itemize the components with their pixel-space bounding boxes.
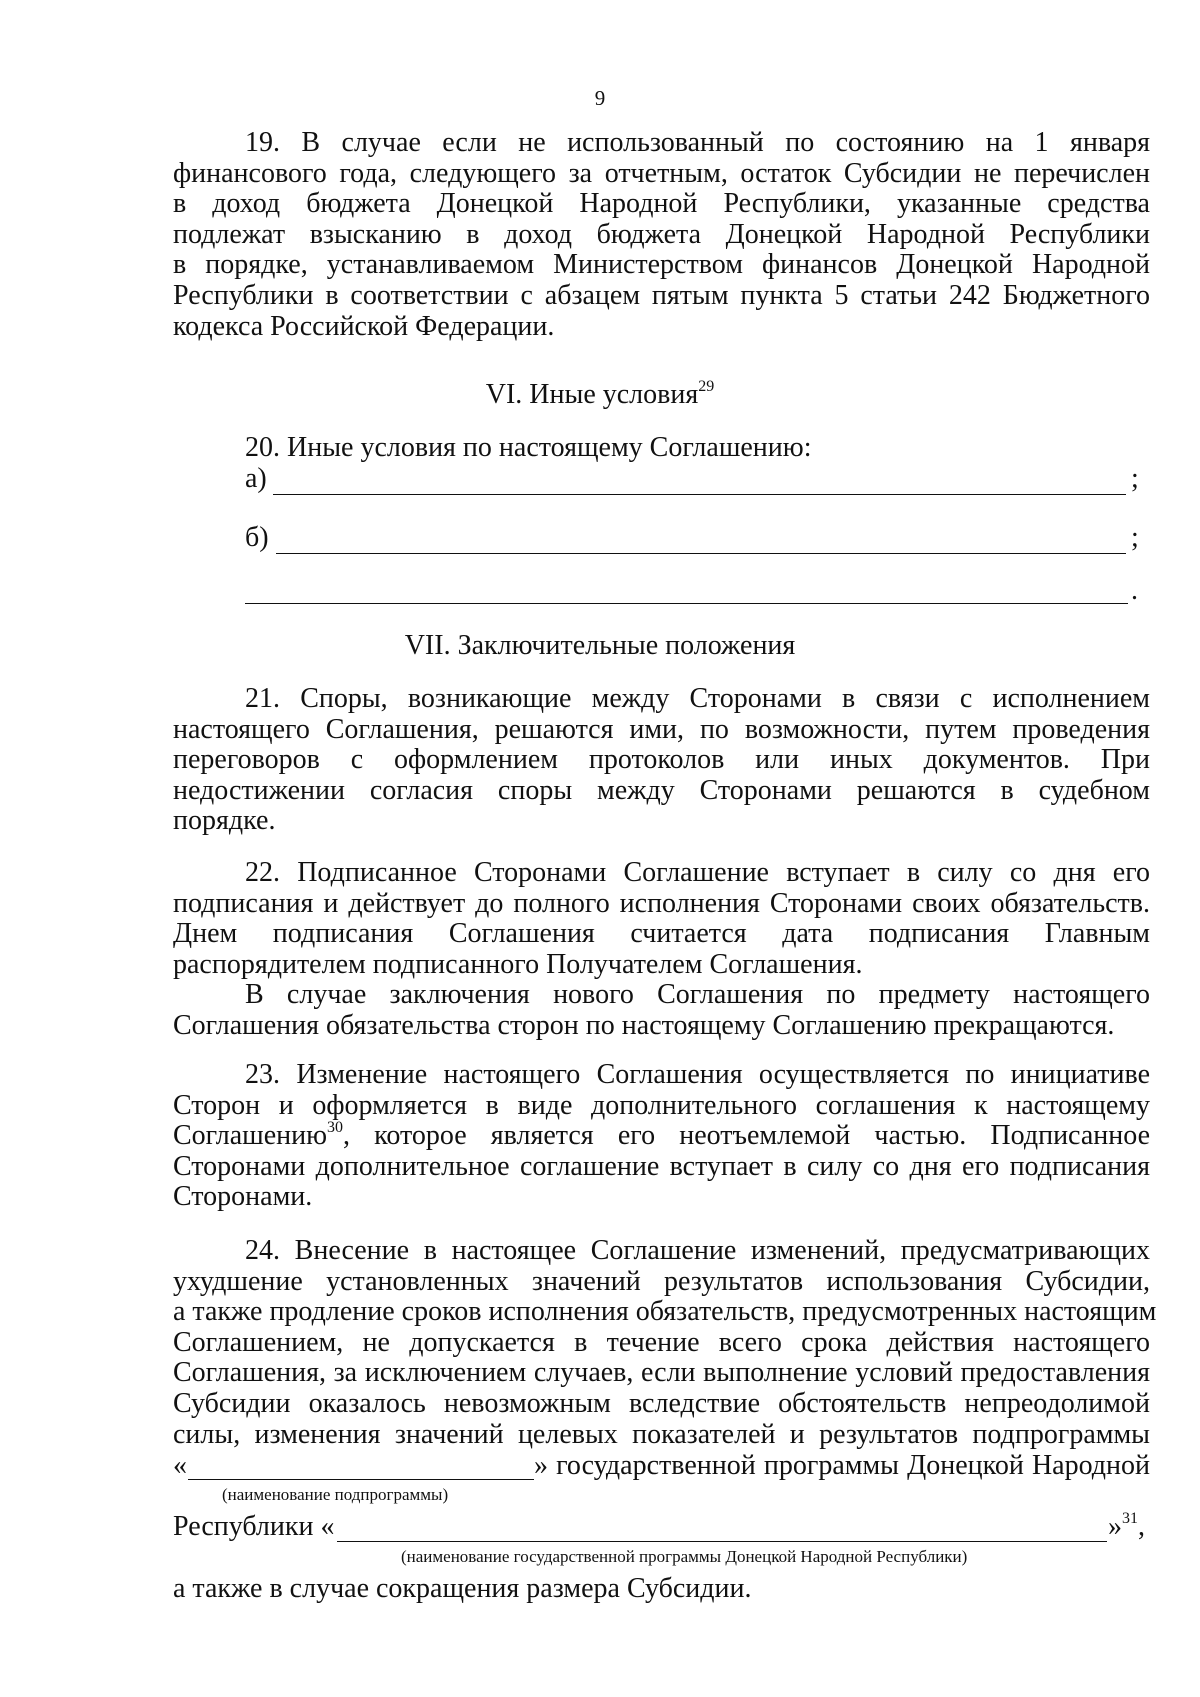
paragraph-24-line: силы, изменения значений целевых показателей и результатов подпрограммы bbox=[173, 1418, 1150, 1450]
paragraph-23-line bbox=[173, 1121, 1150, 1152]
paragraph-19 bbox=[173, 128, 1150, 342]
item-b-label: б) bbox=[245, 522, 269, 553]
paragraph-24 bbox=[173, 1235, 1157, 1450]
item-b-semicolon: ; bbox=[1131, 522, 1139, 553]
program-caption: (наименование государственной программы Донецкой Народной Республики) bbox=[401, 1547, 968, 1566]
paragraph-21-line: переговоров с оформлением протоколов или иных документов. При bbox=[173, 744, 1150, 776]
paragraph-21-line: 21. Споры, возникающие между Сторонами в связи с исполнением bbox=[245, 683, 1150, 714]
item-c-period: . bbox=[1131, 575, 1138, 606]
paragraph-22-line: 22. Подписанное Сторонами Соглашение вступает в силу со дня его bbox=[245, 857, 1150, 888]
paragraph-22 bbox=[173, 858, 1150, 1042]
paragraph-19-line: подлежат взысканию в доход бюджета Донецкой Народной Республики bbox=[173, 218, 1150, 250]
paragraph-21-line: настоящего Соглашения, решаются ими, по возможности, путем проведения bbox=[173, 713, 1150, 745]
republic-close-quote bbox=[1108, 1511, 1145, 1543]
paragraph-22-line: Соглашения обязательства сторон по настоящему Соглашению прекращаются. bbox=[173, 1009, 1115, 1041]
subprogram-open-quote: « bbox=[173, 1450, 187, 1481]
paragraph-24-final-line: а также в случае сокращения размера Субсидии. bbox=[173, 1573, 752, 1604]
item-c-blank-line bbox=[245, 603, 1128, 604]
paragraph-22-line: Днем подписания Соглашения считается дата подписания Главным bbox=[173, 918, 1150, 950]
subprogram-blank-line bbox=[188, 1479, 534, 1480]
republic-close: » bbox=[1108, 1511, 1122, 1542]
paragraph-23-line: 23. Изменение настоящего Соглашения осуществляется по инициативе bbox=[245, 1059, 1150, 1090]
paragraph-19-line: финансового года, следующего за отчетным, остаток Субсидии не перечислен bbox=[173, 157, 1150, 189]
subprogram-caption: (наименование подпрограммы) bbox=[222, 1485, 449, 1504]
paragraph-20-intro bbox=[173, 433, 1150, 464]
paragraph-23-line: Сторонами. bbox=[173, 1181, 313, 1213]
paragraph-19-line: Республики в соответствии с абзацем пятым пункта 5 статьи 242 Бюджетного bbox=[173, 279, 1150, 311]
section-7-heading: VII. Заключительные положения bbox=[404, 630, 796, 661]
paragraph-23 bbox=[173, 1060, 1150, 1213]
paragraph-21-line: порядке. bbox=[173, 805, 276, 837]
republic-end: , bbox=[1138, 1511, 1145, 1542]
item-a-label: а) bbox=[245, 463, 267, 494]
paragraph-24-line: Соглашением, не допускается в течение всего срока действия настоящего bbox=[173, 1326, 1150, 1358]
item-a-semicolon: ; bbox=[1131, 463, 1139, 494]
paragraph-22-line: распорядителем подписанного Получателем Соглашения. bbox=[173, 948, 863, 980]
section-6-title: VI. Иные условия bbox=[485, 379, 699, 410]
paragraph-21 bbox=[173, 684, 1150, 837]
paragraph-24-line: ухудшение установленных значений результатов использования Субсидии, bbox=[173, 1265, 1150, 1297]
paragraph-19-line: 19. В случае если не использованный по состоянию на 1 января bbox=[245, 127, 1150, 158]
paragraph-19-line: в порядке, устанавливаемом Министерством финансов Донецкой Народной bbox=[173, 249, 1150, 281]
program-blank-line bbox=[337, 1541, 1107, 1542]
paragraph-24-line: Соглашения, за исключением случаев, если выполнение условий предоставления bbox=[173, 1357, 1150, 1389]
page-number: 9 bbox=[594, 86, 606, 110]
paragraph-19-line: кодекса Российской Федерации. bbox=[173, 310, 555, 342]
paragraph-23-line: Сторон и оформляется в виде дополнительного соглашения к настоящему bbox=[173, 1089, 1150, 1121]
footnote-29: 29 bbox=[698, 378, 715, 395]
paragraph-22-line: В случае заключения нового Соглашения по предмету настоящего bbox=[245, 979, 1150, 1011]
paragraph-23-text: Соглашению bbox=[173, 1120, 328, 1152]
section-6-heading bbox=[0, 379, 1200, 411]
paragraph-21-line: недостижении согласия споры между Сторонами решаются в судебном bbox=[173, 774, 1150, 806]
item-a-blank-line bbox=[273, 494, 1126, 495]
paragraph-22-line: подписания и действует до полного исполнения Сторонами своих обязательств. bbox=[173, 887, 1150, 919]
paragraph-23-text: , которое является его неотъемлемой частью. Подписанное bbox=[343, 1120, 1150, 1152]
footnote-31: 31 bbox=[1122, 1510, 1138, 1527]
paragraph-24-line: а также продление сроков исполнения обязательств, предусмотренных настоящим bbox=[173, 1296, 1157, 1328]
footnote-30: 30 bbox=[327, 1119, 344, 1137]
paragraph-19-line: в доход бюджета Донецкой Народной Республики, указанные средства bbox=[173, 188, 1150, 220]
item-b-blank-line bbox=[276, 553, 1126, 554]
subprogram-tail: » государственной программы Донецкой Народной bbox=[534, 1450, 1150, 1481]
paragraph-20-intro-text: 20. Иные условия по настоящему Соглашению: bbox=[245, 432, 812, 463]
paragraph-23-line: Сторонами дополнительное соглашение вступает в силу со дня его подписания bbox=[173, 1150, 1150, 1182]
paragraph-24-line: Субсидии оказалось невозможным вследствие обстоятельств непреодолимой bbox=[173, 1387, 1150, 1419]
paragraph-24-line: 24. Внесение в настоящее Соглашение изменений, предусматривающих bbox=[245, 1235, 1150, 1266]
republic-prefix: Республики « bbox=[173, 1511, 335, 1542]
